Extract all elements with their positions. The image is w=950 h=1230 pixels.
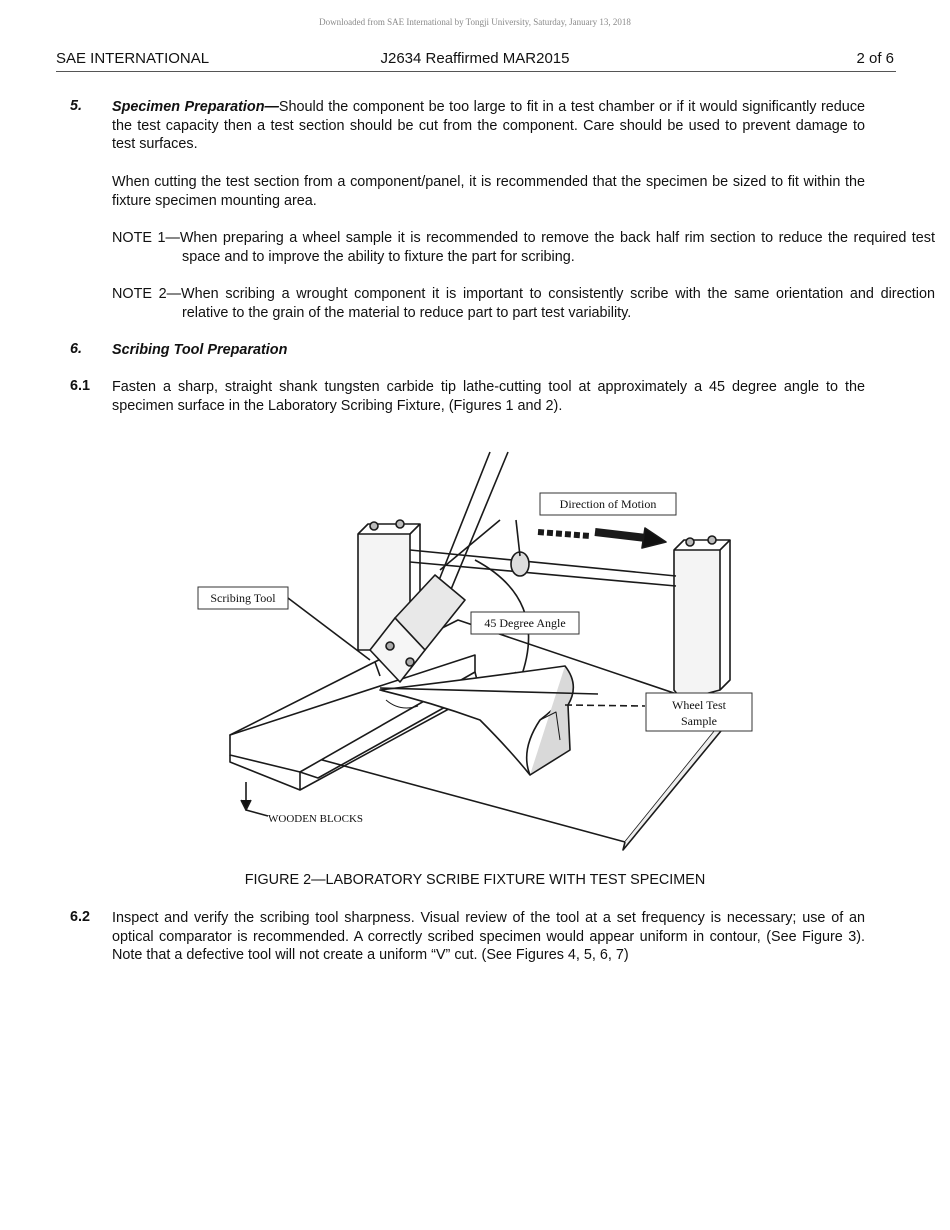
label-45-degree-angle: 45 Degree Angle: [484, 616, 566, 630]
section-5-body: Should the component be too large to fit in a test chamber or if it would significantly reduce the test capacity then a test section should be cut from the component. Care should be used to prevent damage to test surfaces.: [112, 99, 866, 152]
label-scribing-tool: Scribing Tool: [210, 591, 276, 605]
fixture-right-post: [674, 550, 720, 700]
label-sample: Sample: [681, 714, 717, 728]
section-6-1-body: Fasten a sharp, straight shank tungsten carbide tip lathe-cutting tool at approximately a 45 degree angle to the specimen surface in the Laboratory Scribing Fixture, (Figures 1 and 2).: [112, 379, 865, 414]
label-wheel-test: Wheel Test: [672, 698, 726, 712]
section-6-title: Scribing Tool Preparation: [112, 342, 288, 358]
section-5-number: 5.: [70, 98, 83, 114]
header-org: SAE INTERNATIONAL: [56, 50, 210, 67]
figure-2-caption: FIGURE 2—LABORATORY SCRIBE FIXTURE WITH TEST SPECIMEN: [244, 872, 706, 888]
label-direction-of-motion: Direction of Motion: [559, 497, 657, 511]
section-6-1-number: 6.1: [70, 378, 91, 394]
note-2: NOTE 2—When scribing a wrought component it is important to consistently scribe with the same orientation and direction relative to the grain of the material to reduce part to part test variability.: [112, 286, 935, 321]
section-5-title: Specimen Preparation—: [112, 99, 279, 115]
header-doc-id: J2634 Reaffirmed MAR2015: [380, 50, 570, 67]
section-5-paragraph: [112, 98, 865, 154]
note-1: NOTE 1—When preparing a wheel sample it is recommended to remove the back half rim section to reduce the required test space and to improve the ability to fixture the part for scribing.: [112, 230, 935, 265]
scribe-fixture-figure: [190, 450, 770, 855]
header-divider: [56, 71, 896, 72]
header-page-number: 2 of 6: [856, 50, 894, 67]
section-5-paragraph-2: When cutting the test section from a component/panel, it is recommended that the specimen be sized to fit within the fixture specimen mounting area.: [112, 174, 865, 209]
section-6-2-number: 6.2: [70, 909, 91, 925]
download-watermark: Downloaded from SAE International by Tongji University, Saturday, January 13, 2018: [319, 17, 631, 27]
label-wooden-blocks: WOODEN BLOCKS: [268, 813, 364, 825]
section-6-number: 6.: [70, 341, 83, 357]
section-6-2-body: Inspect and verify the scribing tool sharpness. Visual review of the tool at a set frequency is necessary; use of an optical comparator is recommended. A correctly scribed specimen would appear uniform in contour, (See Figure 3). Note that a defective tool will not create a uniform “V” cut. (See Figures 4, 5, 6, 7): [112, 910, 865, 963]
